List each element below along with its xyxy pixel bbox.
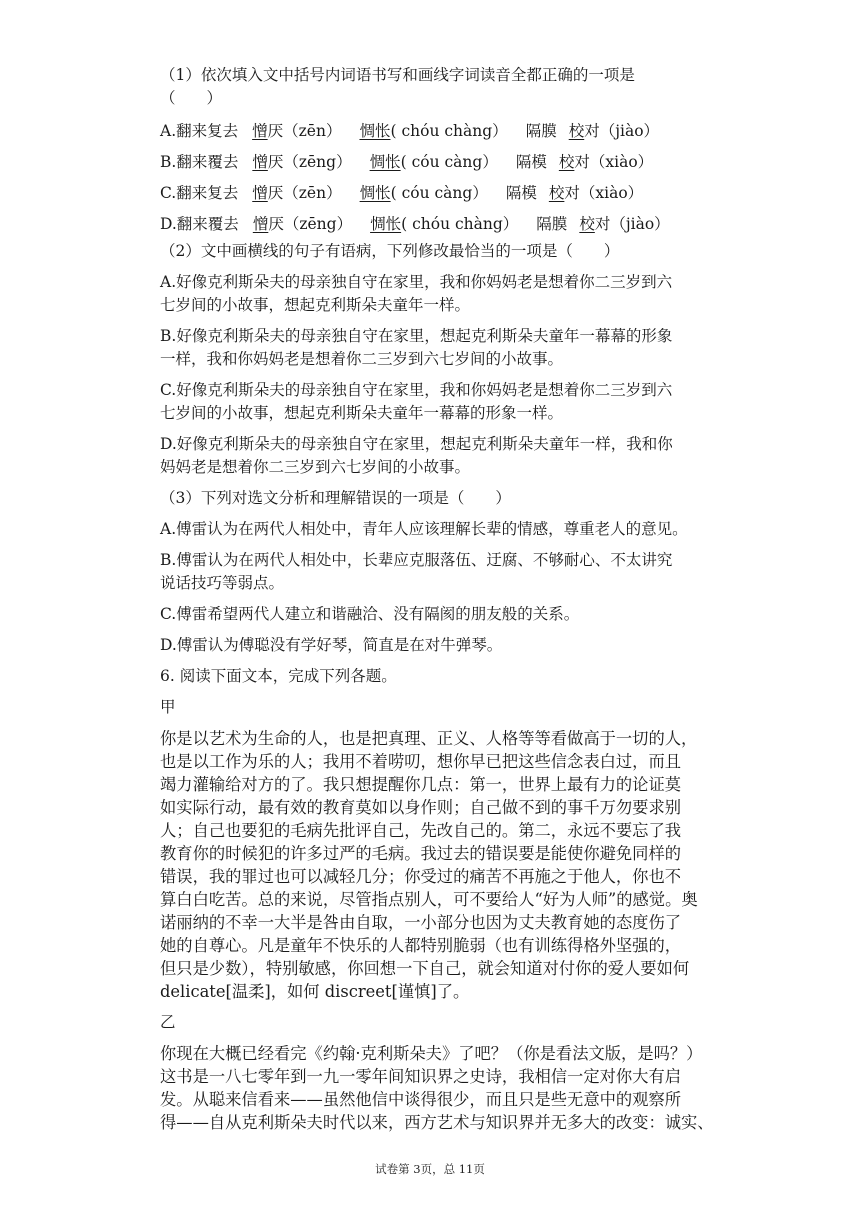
passage-jia [160,727,750,1003]
option-line: B.傅雷认为在两代人相处中，长辈应克服落伍、迂腐、不够耐心、不太讲究 [160,551,673,569]
passage-label-yi: 乙 [160,1013,176,1031]
option-item [160,634,750,657]
passage-line: 竭力灌输给对方的了。我只想提醒你几点：第一，世界上最有力的论证莫 [160,775,682,794]
option-word: 隔模 [515,153,547,171]
option-row [160,178,750,209]
pinyin-reading: ( chóu chàng） [390,122,508,140]
question-6 [160,665,750,1134]
passage-line: 但只是少数），特别敏感，你回想一下自己，就会知道对付你的爱人要如何 [160,959,690,978]
passage-line: delicate[温柔]，如何 discreet[谨慎]了。 [160,982,470,1001]
option-item [160,433,750,479]
underlined-char: 校 [568,122,585,140]
question-1 [160,64,750,240]
passage-line: 你现在大概已经看完《约翰·克利斯朵夫》了吧？（你是看法文版，是吗？） [160,1044,703,1063]
option-line: 七岁间的小故事，想起克利斯朵夫童年一样。 [160,296,471,314]
pinyin-reading: 对（jiào） [594,215,670,233]
passage-line: 得——自从克利斯朵夫时代以来，西方艺术与知识界并无多大的改变：诚实、 [160,1113,714,1132]
option-row [160,209,750,240]
passage-line: 她的自尊心。凡是童年不快乐的人都特别脆弱（也有训练得格外坚强的， [160,936,682,955]
option-item [160,271,750,317]
option-idiom: D.翻来覆去 [160,215,239,233]
pinyin-reading: 对（xiào） [564,184,644,202]
pinyin-reading: 厌（zēng） [268,215,353,233]
question-1-stem: （1）依次填入文中括号内词语书写和画线字词读音全都正确的一项是 [160,66,635,84]
underlined-char: 憎 [252,215,269,233]
underlined-char: 校 [558,153,575,171]
option-line: C.傅雷希望两代人建立和谐融洽、没有隔阂的朋友般的关系。 [160,605,580,623]
option-line: D.好像克利斯朵夫的母亲独自守在家里，想起克利斯朵夫童年一样，我和你 [160,435,673,453]
underlined-char: 校 [548,184,565,202]
pinyin-reading: 厌（zēng） [267,153,352,171]
passage-line: 算白白吃苦。总的来说，尽管指点别人，可不要给人“好为人师”的感觉。奥 [160,890,698,909]
question-3-options [160,518,750,657]
option-word: 隔模 [505,184,537,202]
passage-line: 如实际行动，最有效的教育莫如以身作则；自己做不到的事千万勿要求别 [160,798,682,817]
passage-line: 这书是一八七零年到一九一零年间知识界之史诗，我相信一定对你大有启 [160,1067,682,1086]
underlined-char: 憎 [252,122,268,140]
option-word: 隔膜 [525,122,557,140]
pinyin-reading: 对（jiào） [584,122,660,140]
passage-line: 教育你的时候犯的许多过严的毛病。我过去的错误要是能使你避免同样的 [160,844,682,863]
question-2-stem: （2）文中画横线的句子有语病，下列修改最恰当的一项是（ ） [160,242,620,260]
passage-line: 诺丽纳的不幸一大半是咎由自取，一小部分也因为丈夫教育她的态度伤了 [160,913,682,932]
question-6-stem: 6. 阅读下面文本，完成下列各题。 [160,667,397,685]
passage-line: 你是以艺术为生命的人，也是把真理、正义、人格等等看做高于一切的人， [160,729,698,748]
underlined-word: 惆怅 [359,184,391,202]
page-footer: 试卷第 3页，总 11页 [375,1162,485,1176]
underlined-char: 憎 [252,184,268,202]
option-line: C.好像克利斯朵夫的母亲独自守在家里，我和你妈妈老是想着你二三岁到六 [160,381,673,399]
passage-yi [160,1042,750,1134]
option-item [160,549,750,595]
option-line: B.好像克利斯朵夫的母亲独自守在家里，想起克利斯朵夫童年一幕幕的形象 [160,327,673,345]
question-2-options [160,271,750,479]
answer-blank: （ ） [160,89,223,107]
option-item [160,379,750,425]
option-row [160,147,750,178]
option-line: 妈妈老是想着你二三岁到六七岁间的小故事。 [160,458,471,476]
passage-line: 人；自己也要犯的毛病先批评自己，先改自己的。第二，永远不要忘了我 [160,821,682,840]
pinyin-reading: ( cóu càng） [390,184,488,202]
option-item [160,603,750,626]
option-line: 说话技巧等弱点。 [160,574,285,592]
option-line: D.傅雷认为傅聪没有学好琴，简直是在对牛弹琴。 [160,636,503,654]
option-row [160,116,750,147]
pinyin-reading: 对（xiào） [574,153,654,171]
option-item [160,518,750,541]
underlined-word: 惆怅 [369,153,401,171]
option-line: 七岁间的小故事，想起克利斯朵夫童年一幕幕的形象一样。 [160,404,564,422]
passage-line: 发。从聪来信看来——虽然他信中谈得很少，而且只是些无意中的观察所 [160,1090,682,1109]
option-idiom: B.翻来覆去 [160,153,239,171]
underlined-word: 惆怅 [359,122,391,140]
underlined-char: 校 [579,215,595,233]
option-item [160,325,750,371]
option-idiom: A.翻来复去 [160,122,239,140]
question-3 [160,487,750,657]
pinyin-reading: 厌（zēn） [267,184,342,202]
question-2 [160,240,750,479]
passage-line: 错误，我的罪过也可以减轻几分；你受过的痛苦不再施之于他人，你也不 [160,867,682,886]
pinyin-reading: ( cóu càng） [400,153,498,171]
page-content [160,64,750,1134]
option-word: 隔膜 [536,215,568,233]
underlined-word: 惆怅 [370,215,402,233]
question-1-options [160,116,750,240]
option-idiom: C.翻来复去 [160,184,239,202]
underlined-char: 憎 [252,153,268,171]
option-line: A.好像克利斯朵夫的母亲独自守在家里，我和你妈妈老是想着你二三岁到六 [160,273,673,291]
pinyin-reading: ( chóu chàng） [401,215,519,233]
option-line: A.傅雷认为在两代人相处中，青年人应该理解长辈的情感，尊重老人的意见。 [160,520,688,538]
question-3-stem: （3）下列对选文分析和理解错误的一项是（ ） [160,489,511,507]
passage-label-jia: 甲 [160,698,176,716]
passage-line: 也是以工作为乐的人；我用不着唠叨，想你早已把这些信念表白过，而且 [160,752,682,771]
option-line: 一样，我和你妈妈老是想着你二三岁到六七岁间的小故事。 [160,350,564,368]
pinyin-reading: 厌（zēn） [267,122,342,140]
